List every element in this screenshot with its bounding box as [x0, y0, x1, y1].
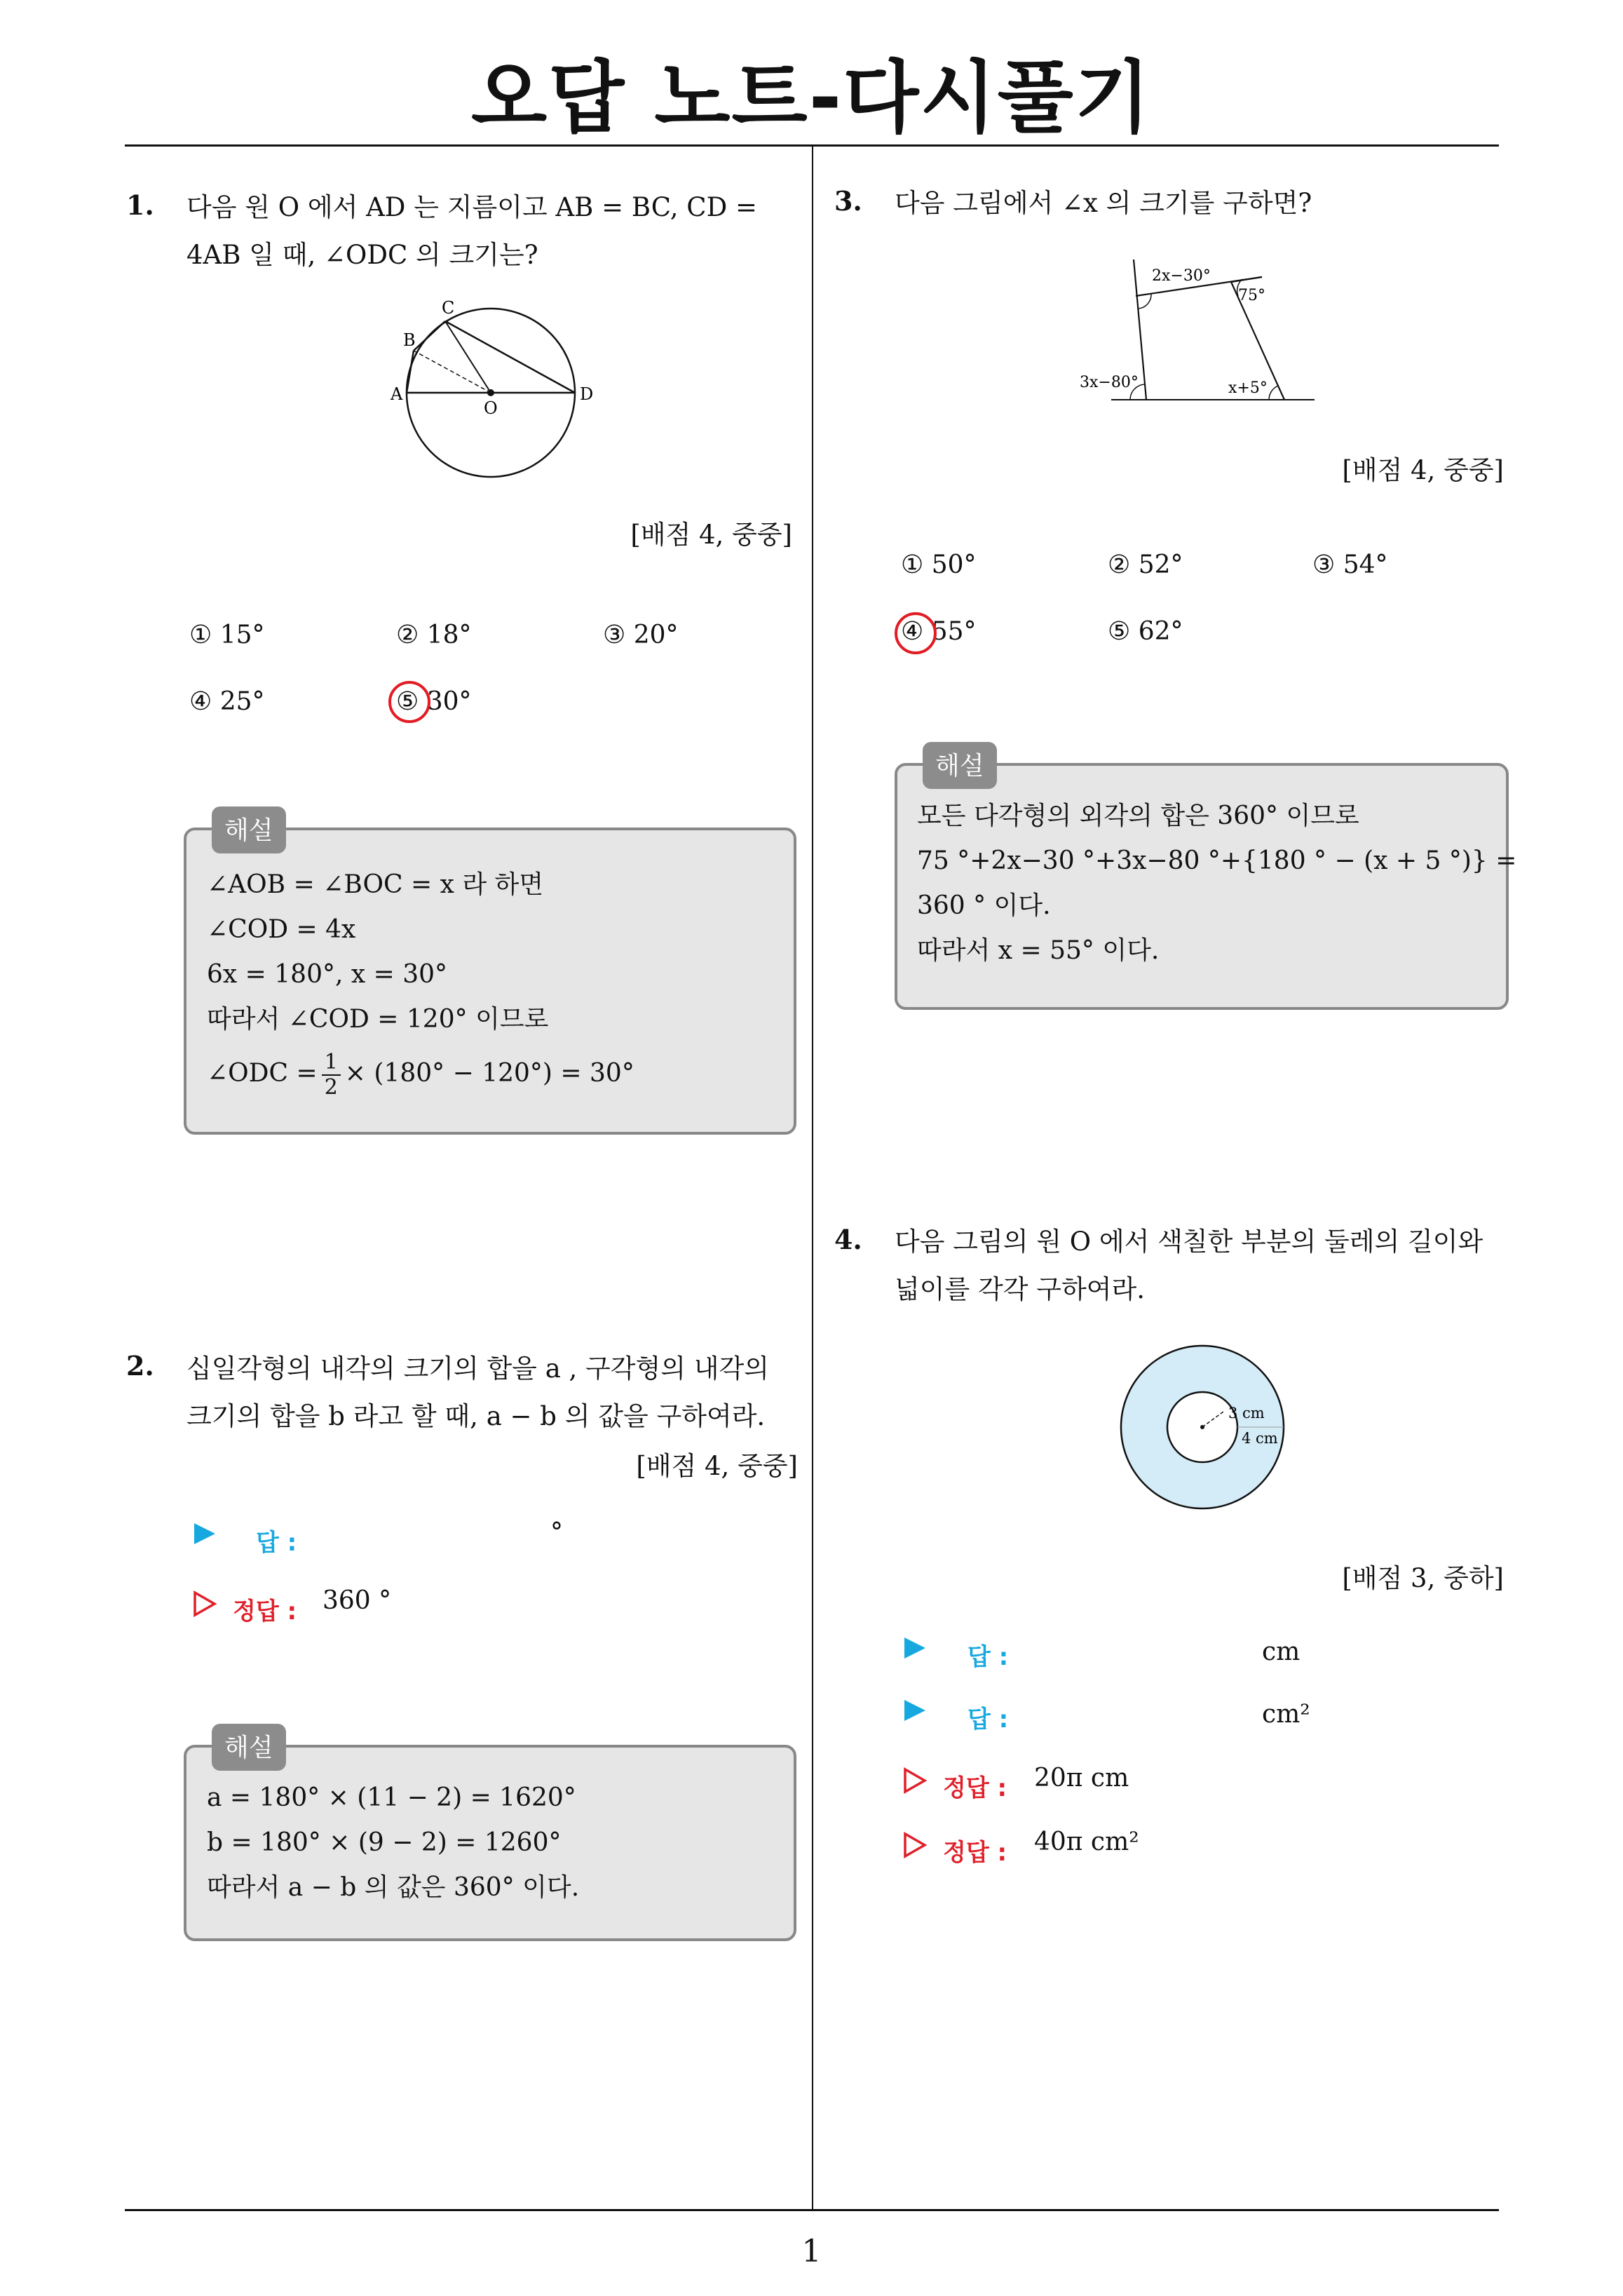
solution-line: a = 180° × (11 − 2) = 1620°	[207, 1783, 576, 1812]
label-bottom-left: 3x−80°	[1080, 374, 1139, 391]
correct-answer-arrow-icon	[903, 1767, 927, 1794]
question-line: 다음 원 O 에서 AD 는 지름이고 AB = BC, CD =	[186, 192, 758, 222]
answer-unit: cm²	[1262, 1700, 1310, 1729]
question-line: 다음 그림에서 ∠x 의 크기를 구하면?	[895, 188, 1312, 218]
solution-line: 모든 다각형의 외각의 합은 360° 이므로	[917, 802, 1359, 830]
correct-answer-label: 정답 :	[943, 1839, 1007, 1867]
fraction-denominator: 2	[324, 1075, 338, 1100]
question-line: 크기의 합을 b 라고 할 때, a − b 의 값을 구하여라.	[186, 1401, 766, 1431]
question-number: 2.	[126, 1350, 154, 1382]
solution-tag: 해설	[212, 1724, 286, 1771]
correct-answer-value: 360 °	[322, 1586, 392, 1615]
answer-label: 답 :	[967, 1706, 1009, 1734]
choice-1[interactable]: ① 15°	[189, 621, 265, 649]
page-number: 1	[801, 2234, 822, 2269]
answer-input[interactable]	[322, 1516, 554, 1551]
solution-line: ∠COD = 4x	[207, 915, 356, 944]
correct-answer-label: 정답 :	[233, 1598, 297, 1626]
solution-lines	[917, 794, 1516, 973]
correct-answer-value: 40π cm²	[1034, 1828, 1139, 1856]
solution-line: 6x = 180°, x = 30°	[207, 960, 448, 989]
answer-arrow-icon	[903, 1699, 927, 1722]
solution-lines	[207, 863, 634, 1105]
label-a: A	[391, 384, 403, 404]
column-divider	[812, 144, 813, 2210]
polygon-figure	[1080, 252, 1332, 407]
choice-3[interactable]: ③ 20°	[603, 621, 679, 649]
solution-lines	[207, 1776, 579, 1910]
answer-unit: °	[550, 1518, 563, 1547]
choice-5[interactable]: ⑤ 30°	[396, 687, 472, 716]
solution-line: 75 °+2x−30 °+3x−80 °+{180 ° − (x + 5 °)} =	[917, 846, 1517, 875]
correct-answer-arrow-icon	[903, 1832, 927, 1858]
footer-rule	[125, 2209, 1499, 2211]
fraction	[322, 1051, 341, 1100]
question-line: 넓이를 각각 구하여라.	[895, 1274, 1145, 1304]
solution-line: ∠AOB = ∠BOC = x 라 하면	[207, 870, 544, 899]
label-inner-radius: 3 cm	[1228, 1405, 1265, 1422]
solution-suffix: × (180° − 120°) = 30°	[344, 1059, 634, 1088]
label-bottom-right: x+5°	[1228, 379, 1268, 397]
solution-tag: 해설	[212, 806, 286, 853]
question-text	[186, 184, 803, 279]
question-line: 십일각형의 내각의 크기의 합을 a , 구각형의 내각의	[186, 1353, 769, 1384]
question-number: 4.	[834, 1224, 862, 1255]
annulus-figure	[1115, 1339, 1297, 1515]
question-line: 4AB 일 때, ∠ODC 의 크기는?	[186, 240, 538, 270]
marked-answer-circle	[895, 612, 937, 654]
choice-4[interactable]: ④ 55°	[901, 617, 977, 646]
answer-unit: cm	[1262, 1637, 1301, 1666]
correct-answer-label: 정답 :	[943, 1774, 1007, 1802]
solution-line: b = 180° × (9 − 2) = 1260°	[207, 1828, 562, 1857]
points-info: [배점 3, 중하]	[1342, 1563, 1504, 1593]
solution-prefix: ∠ODC =	[207, 1059, 318, 1088]
label-d: D	[580, 384, 594, 404]
label-top-right: 75°	[1238, 287, 1265, 304]
solution-line: 따라서 x = 55° 이다.	[917, 936, 1160, 965]
solution-line: 따라서 a − b 의 값은 360° 이다.	[207, 1873, 580, 1902]
question-text	[895, 1218, 1512, 1314]
choice-3[interactable]: ③ 54°	[1312, 551, 1388, 579]
label-c: C	[442, 298, 455, 318]
choice-4[interactable]: ④ 25°	[189, 687, 265, 716]
question-number: 3.	[834, 185, 862, 217]
points-info: [배점 4, 중중]	[630, 520, 792, 550]
question-text	[895, 180, 1512, 227]
answer-label: 답 :	[256, 1529, 297, 1557]
choice-2[interactable]: ② 18°	[396, 621, 472, 649]
solution-line	[207, 1042, 634, 1105]
label-o: O	[484, 398, 498, 418]
answer-label: 답 :	[967, 1643, 1009, 1671]
choice-1[interactable]: ① 50°	[901, 551, 977, 579]
question-text	[186, 1345, 803, 1440]
choice-2[interactable]: ② 52°	[1108, 551, 1183, 579]
solution-line: 360 ° 이다.	[917, 891, 1051, 920]
marked-answer-circle	[388, 681, 430, 723]
choice-5[interactable]: ⑤ 62°	[1108, 617, 1183, 646]
circle-figure	[382, 298, 606, 480]
solution-line: 따라서 ∠COD = 120° 이므로	[207, 1005, 549, 1034]
label-b: B	[403, 330, 416, 350]
question-line: 다음 그림의 원 O 에서 색칠한 부분의 둘레의 길이와	[895, 1227, 1483, 1257]
label-top-left: 2x−30°	[1152, 267, 1211, 285]
answer-input[interactable]	[1034, 1630, 1258, 1666]
points-info: [배점 4, 중중]	[1342, 455, 1504, 485]
question-number: 1.	[126, 189, 154, 221]
page-title: 오답 노트-다시풀기	[470, 53, 1152, 144]
fraction-numerator: 1	[322, 1051, 341, 1076]
correct-answer-arrow-icon	[193, 1591, 217, 1617]
points-info: [배점 4, 중중]	[636, 1451, 798, 1481]
answer-arrow-icon	[193, 1522, 217, 1546]
answer-arrow-icon	[903, 1636, 927, 1660]
correct-answer-value: 20π cm	[1034, 1764, 1129, 1792]
label-outer-radius: 4 cm	[1242, 1430, 1278, 1447]
solution-tag: 해설	[923, 742, 997, 789]
answer-input[interactable]	[1034, 1693, 1258, 1728]
